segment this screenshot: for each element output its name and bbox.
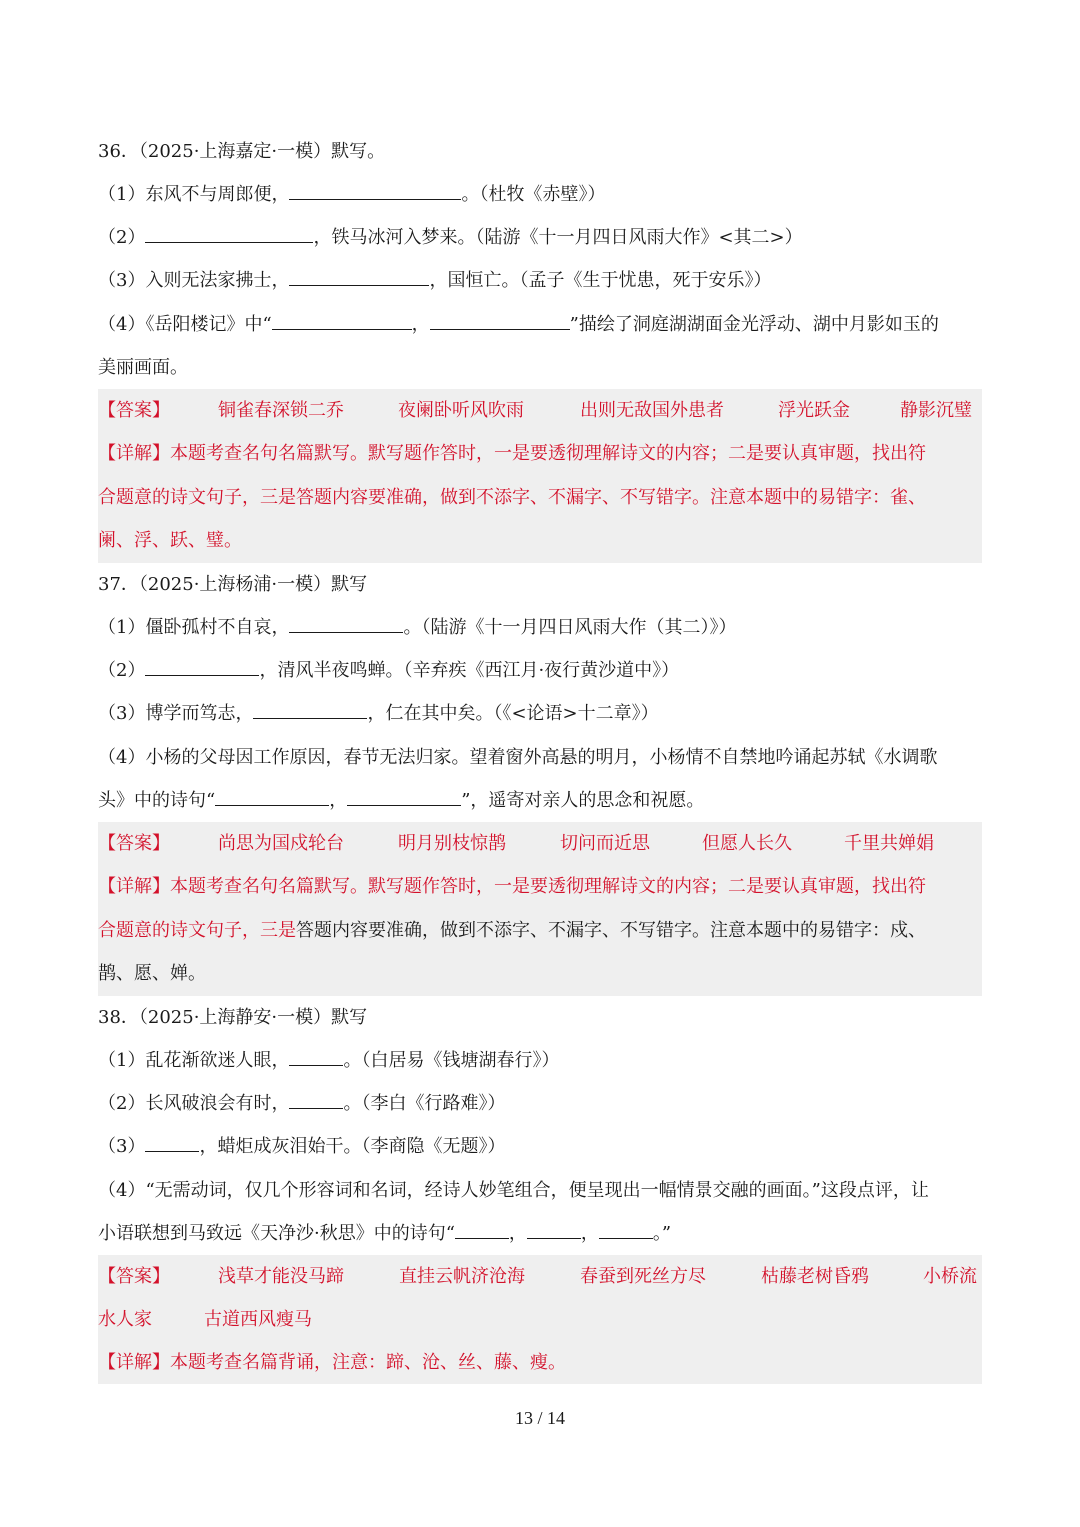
question-37-detail-2: 合题意的诗文句子，三是答题内容要准确，做到不添字、不漏字、不写错字。注意本题中的易错字：戍、 xyxy=(98,920,926,941)
question-36-item-4-cont: 美丽画面。 xyxy=(98,357,188,378)
answer-blank xyxy=(289,175,461,200)
question-37-answers xyxy=(98,822,982,865)
answer-item: 水人家 xyxy=(98,1309,152,1330)
answer-blank xyxy=(599,1214,653,1239)
answer-item: 小桥流 xyxy=(923,1266,977,1287)
answer-label: 【答案】 xyxy=(98,833,170,854)
answer-blank xyxy=(289,261,429,286)
answer-item: 出则无敌国外患者 xyxy=(580,400,724,421)
answer-item: 春蚕到死丝方尽 xyxy=(580,1266,706,1287)
question-38-detail: 【详解】本题考查名篇背诵，注意：蹄、沧、丝、藤、瘦。 xyxy=(98,1352,566,1373)
answer-blank xyxy=(215,781,329,806)
question-36-answers xyxy=(98,389,982,432)
answer-item: 铜雀春深锁二乔 xyxy=(218,400,344,421)
answer-blank xyxy=(347,781,461,806)
answer-item: 千里共婵娟 xyxy=(844,833,934,854)
question-37-detail-3: 鹊、愿、婵。 xyxy=(98,963,206,984)
answer-blank xyxy=(253,694,367,719)
answer-blank xyxy=(289,1084,343,1109)
answer-blank xyxy=(145,1127,199,1152)
answer-item: 静影沉璧 xyxy=(900,400,972,421)
answer-item: 浅草才能没马蹄 xyxy=(218,1266,344,1287)
answer-item: 古道西风瘦马 xyxy=(204,1309,312,1330)
question-38-item-1: （1）乱花渐欲迷人眼， 。（白居易《钱塘湖春行》） xyxy=(98,1039,982,1082)
question-37-header: 37．（2025·上海杨浦·一模）默写 xyxy=(98,574,368,595)
answer-blank xyxy=(289,608,403,633)
answer-item: 夜阑卧听风吹雨 xyxy=(398,400,524,421)
answer-item: 枯藤老树昏鸦 xyxy=(761,1266,869,1287)
question-37-item-1: （1）僵卧孤村不自哀， 。（陆游《十一月四日风雨大作（其二）》） xyxy=(98,606,982,649)
question-36-detail-3: 阑、浮、跃、璧。 xyxy=(98,530,242,551)
answer-blank xyxy=(527,1214,581,1239)
question-37-item-4: （4）小杨的父母因工作原因，春节无法归家。望着窗外高悬的明月，小杨情不自禁地吟诵起苏轼《水调歌 xyxy=(98,747,938,768)
question-36-item-3: （3）入则无法家拂士， ，国恒亡。（孟子《生于忧患，死于安乐》） xyxy=(98,259,982,302)
question-38-item-4-cont: 小语联想到马致远《天净沙·秋思》中的诗句“ ， ， 。” xyxy=(98,1212,982,1255)
answer-label: 【答案】 xyxy=(98,400,170,421)
answer-blank xyxy=(455,1214,509,1239)
question-38-item-2: （2）长风破浪会有时， 。（李白《行路难》） xyxy=(98,1082,982,1125)
question-38-header: 38．（2025·上海静安·一模）默写 xyxy=(98,1007,368,1028)
question-37-item-2: （2） ，清风半夜鸣蝉。（辛弃疾《西江月·夜行黄沙道中》） xyxy=(98,649,982,692)
question-38-item-3: （3） ，蜡炬成灰泪始干。（李商隐《无题》） xyxy=(98,1125,982,1168)
answer-blank xyxy=(145,218,313,243)
answer-blank xyxy=(272,305,412,330)
answer-blank xyxy=(430,305,570,330)
question-38-answers xyxy=(98,1255,982,1298)
question-38-answers-cont xyxy=(98,1298,982,1341)
answer-label: 【答案】 xyxy=(98,1266,170,1287)
question-36-item-2: （2） ，铁马冰河入梦来。（陆游《十一月四日风雨大作》<其二>） xyxy=(98,216,982,259)
answer-item: 但愿人长久 xyxy=(702,833,792,854)
answer-item: 切问而近思 xyxy=(560,833,650,854)
question-36-header: 36．（2025·上海嘉定·一模）默写。 xyxy=(98,141,386,162)
question-37-item-3: （3）博学而笃志， ，仁在其中矣。（《<论语>十二章》） xyxy=(98,692,982,735)
answer-item: 尚思为国戍轮台 xyxy=(218,833,344,854)
answer-item: 浮光跃金 xyxy=(778,400,850,421)
answer-blank xyxy=(145,651,259,676)
answer-item: 明月别枝惊鹊 xyxy=(398,833,506,854)
question-37-item-4-cont: 头》中的诗句“ ， ”，遥寄对亲人的思念和祝愿。 xyxy=(98,779,982,822)
page-number: 13 / 14 xyxy=(514,1408,565,1428)
question-36-detail-2: 合题意的诗文句子，三是答题内容要准确，做到不添字、不漏字、不写错字。注意本题中的易错字：雀、 xyxy=(98,487,926,508)
answer-item: 直挂云帆济沧海 xyxy=(399,1266,525,1287)
question-37-detail-1: 【详解】本题考查名句名篇默写。默写题作答时，一是要透彻理解诗文的内容；二是要认真审题，找出符 xyxy=(98,876,926,897)
answer-blank xyxy=(289,1041,343,1066)
question-36-item-4: （4）《岳阳楼记》中“ ， ”描绘了洞庭湖湖面金光浮动、湖中月影如玉的 xyxy=(98,303,982,346)
question-36-item-1: （1）东风不与周郎便， 。（杜牧《赤壁》） xyxy=(98,173,982,216)
question-38-item-4: （4）“无需动词，仅几个形容词和名词，经诗人妙笔组合，便呈现出一幅情景交融的画面。”这段点评，让 xyxy=(98,1180,929,1201)
question-36-detail-1: 【详解】本题考查名句名篇默写。默写题作答时，一是要透彻理解诗文的内容；二是要认真审题，找出符 xyxy=(98,443,926,464)
